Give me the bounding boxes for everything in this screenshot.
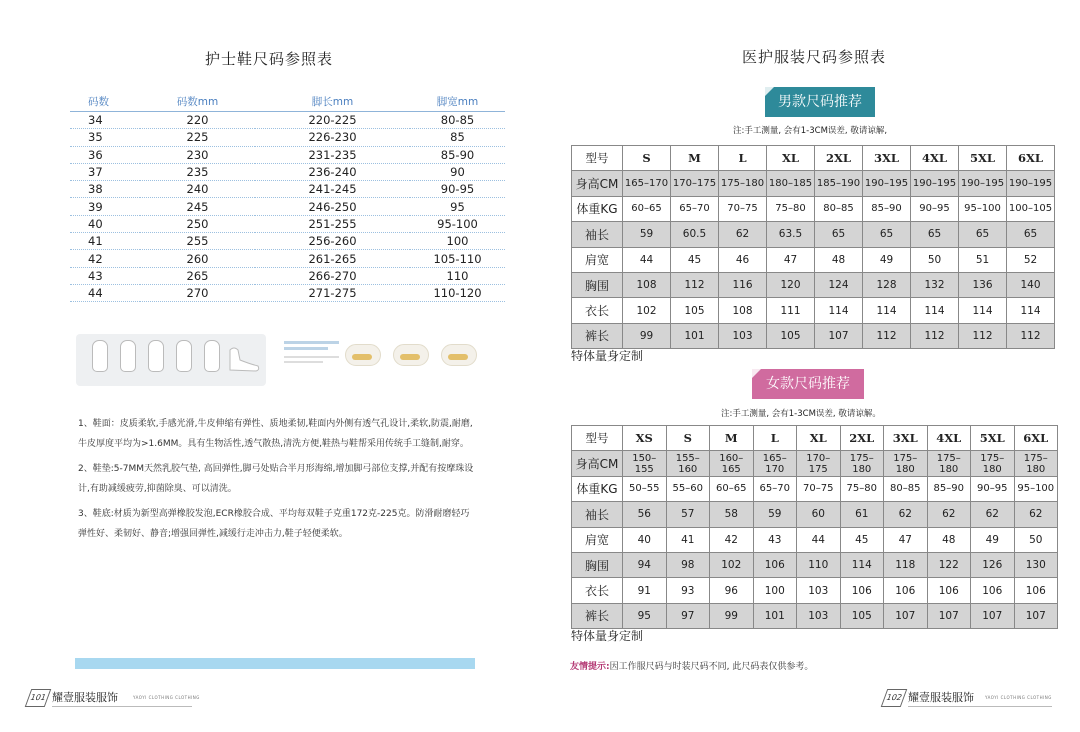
row-header: 身高CM	[572, 171, 623, 196]
foot-outline-icon	[120, 340, 136, 372]
table-cell: 175–180	[884, 451, 928, 476]
table-cell: 65–70	[753, 476, 797, 501]
table-row	[70, 198, 505, 215]
size-column-header: S	[666, 426, 710, 451]
table-cell: 271-275	[255, 284, 410, 301]
table-cell: 118	[884, 552, 928, 577]
table-cell: 107	[815, 323, 863, 348]
table-cell: 106	[927, 578, 971, 603]
table-cell: 85–90	[927, 476, 971, 501]
table-cell: 107	[1014, 603, 1058, 628]
table-cell: 95-100	[410, 215, 505, 232]
foot-side-view-icon	[226, 344, 262, 374]
row-header: 型号	[572, 426, 623, 451]
table-cell: 62	[927, 502, 971, 527]
table-cell: 175–180	[840, 451, 884, 476]
table-cell: 106	[840, 578, 884, 603]
table-cell: 107	[927, 603, 971, 628]
table-cell: 60.5	[671, 222, 719, 247]
table-cell: 40	[623, 527, 667, 552]
size-column-header: 4XL	[911, 146, 959, 171]
table-cell: 80–85	[815, 196, 863, 221]
table-cell: 255	[140, 233, 255, 250]
table-cell: 95–100	[1014, 476, 1058, 501]
foot-outline-icon	[204, 340, 220, 372]
table-cell: 103	[797, 578, 841, 603]
row-header: 肩宽	[572, 527, 623, 552]
table-cell: 112	[671, 272, 719, 297]
row-header: 身高CM	[572, 451, 623, 476]
size-column-header: L	[753, 426, 797, 451]
row-header: 裤长	[572, 323, 623, 348]
table-cell: 180–185	[767, 171, 815, 196]
table-cell: 110-120	[410, 284, 505, 301]
size-column-header: XS	[623, 426, 667, 451]
table-cell: 46	[719, 247, 767, 272]
brand-name: 耀壹服装服饰	[908, 691, 974, 704]
foot-measurement-illustration	[76, 334, 266, 386]
table-cell: 36	[70, 146, 140, 163]
table-cell: 175–180	[1014, 451, 1058, 476]
shoe-table-header	[70, 92, 505, 112]
table-cell: 170–175	[797, 451, 841, 476]
size-column-header: S	[623, 146, 671, 171]
table-row	[572, 222, 1055, 247]
size-column-header: 6XL	[1014, 426, 1058, 451]
footer-divider	[52, 706, 192, 707]
table-cell: 150–155	[623, 451, 667, 476]
row-header: 体重KG	[572, 476, 623, 501]
row-header: 袖长	[572, 502, 623, 527]
table-cell: 241-245	[255, 181, 410, 198]
table-cell: 93	[666, 578, 710, 603]
table-row	[70, 284, 505, 301]
table-row	[572, 502, 1058, 527]
table-cell: 49	[971, 527, 1015, 552]
column-header: 脚长mm	[255, 92, 410, 112]
table-cell: 41	[70, 233, 140, 250]
female-measurement-note: 注:手工测量, 会有1-3CM误差, 敬请谅解。	[721, 409, 881, 419]
table-cell: 65–70	[671, 196, 719, 221]
table-cell: 245	[140, 198, 255, 215]
table-cell: 100	[410, 233, 505, 250]
row-header: 衣长	[572, 578, 623, 603]
size-column-header: M	[671, 146, 719, 171]
table-cell: 100–105	[1007, 196, 1055, 221]
male-measurement-note: 注:手工测量, 会有1-3CM误差, 敬请谅解,	[733, 126, 888, 136]
table-cell: 108	[623, 272, 671, 297]
table-row	[572, 603, 1058, 628]
table-cell: 106	[971, 578, 1015, 603]
table-cell: 101	[753, 603, 797, 628]
table-cell: 39	[70, 198, 140, 215]
table-cell: 80–85	[884, 476, 928, 501]
shoe-table-body	[70, 112, 505, 302]
table-row	[572, 196, 1055, 221]
table-cell: 62	[884, 502, 928, 527]
column-header: 脚宽mm	[410, 92, 505, 112]
table-cell: 99	[623, 323, 671, 348]
table-cell: 85–90	[863, 196, 911, 221]
table-cell: 110	[797, 552, 841, 577]
table-cell: 65	[959, 222, 1007, 247]
table-cell: 60	[797, 502, 841, 527]
table-cell: 90–95	[971, 476, 1015, 501]
table-cell: 95–100	[959, 196, 1007, 221]
table-cell: 155–160	[666, 451, 710, 476]
table-cell: 100	[753, 578, 797, 603]
table-cell: 236-240	[255, 163, 410, 180]
table-row	[572, 578, 1058, 603]
table-cell: 98	[666, 552, 710, 577]
table-cell: 185–190	[815, 171, 863, 196]
row-header: 衣长	[572, 298, 623, 323]
column-header: 码数	[70, 92, 140, 112]
table-row	[70, 250, 505, 267]
table-cell: 50	[1014, 527, 1058, 552]
table-cell: 230	[140, 146, 255, 163]
table-cell: 96	[710, 578, 754, 603]
table-cell: 44	[797, 527, 841, 552]
table-cell: 112	[911, 323, 959, 348]
table-cell: 175–180	[719, 171, 767, 196]
table-cell: 105	[767, 323, 815, 348]
table-cell: 265	[140, 267, 255, 284]
foot-outline-icon	[92, 340, 108, 372]
table-cell: 97	[666, 603, 710, 628]
table-cell: 35	[70, 129, 140, 146]
table-cell: 140	[1007, 272, 1055, 297]
table-cell: 85-90	[410, 146, 505, 163]
table-cell: 231-235	[255, 146, 410, 163]
table-cell: 126	[971, 552, 1015, 577]
insole-step-illustration	[345, 338, 383, 370]
table-cell: 65	[863, 222, 911, 247]
table-cell: 107	[971, 603, 1015, 628]
table-cell: 94	[623, 552, 667, 577]
row-header: 胸围	[572, 552, 623, 577]
table-cell: 99	[710, 603, 754, 628]
table-cell: 190–195	[959, 171, 1007, 196]
table-cell: 165–170	[753, 451, 797, 476]
shoe-size-chart-title: 护士鞋尺码参照表	[205, 50, 334, 68]
row-header: 体重KG	[572, 196, 623, 221]
table-cell: 114	[863, 298, 911, 323]
table-cell: 44	[70, 284, 140, 301]
size-column-header: 3XL	[863, 146, 911, 171]
table-cell: 34	[70, 112, 140, 129]
brand-subtitle: YAOYI CLOTHING CLOTHING	[985, 695, 1052, 700]
size-column-header: 5XL	[971, 426, 1015, 451]
table-cell: 106	[884, 578, 928, 603]
illustration-caption	[284, 338, 339, 366]
row-header: 肩宽	[572, 247, 623, 272]
medical-apparel-chart-title: 医护服装尺码参照表	[742, 48, 887, 66]
foot-outline-icon	[176, 340, 192, 372]
table-cell: 122	[927, 552, 971, 577]
table-cell: 170–175	[671, 171, 719, 196]
table-cell: 52	[1007, 247, 1055, 272]
table-cell: 114	[911, 298, 959, 323]
table-cell: 246-250	[255, 198, 410, 215]
table-cell: 65	[815, 222, 863, 247]
table-cell: 38	[70, 181, 140, 198]
table-cell: 165–170	[623, 171, 671, 196]
table-cell: 190–195	[863, 171, 911, 196]
table-cell: 65	[1007, 222, 1055, 247]
table-cell: 111	[767, 298, 815, 323]
insole-step-illustration	[393, 338, 431, 370]
table-row	[572, 476, 1058, 501]
size-column-header: 5XL	[959, 146, 1007, 171]
table-cell: 61	[840, 502, 884, 527]
table-cell: 110	[410, 267, 505, 284]
table-cell: 175–180	[971, 451, 1015, 476]
table-cell: 102	[623, 298, 671, 323]
table-row	[572, 298, 1055, 323]
table-cell: 114	[840, 552, 884, 577]
table-cell: 45	[840, 527, 884, 552]
table-cell: 62	[719, 222, 767, 247]
size-column-header: 3XL	[884, 426, 928, 451]
table-cell: 41	[666, 527, 710, 552]
table-cell: 124	[815, 272, 863, 297]
table-cell: 220-225	[255, 112, 410, 129]
table-cell: 91	[623, 578, 667, 603]
table-cell: 43	[753, 527, 797, 552]
table-cell: 103	[797, 603, 841, 628]
insole-step-illustration	[441, 338, 479, 370]
tip-label: 友情提示:	[570, 662, 610, 672]
table-cell: 63.5	[767, 222, 815, 247]
table-cell: 47	[767, 247, 815, 272]
description-paragraph: 3、鞋底:材质为新型高弹橡胶发泡,ECR橡胶合成、平均每双鞋子克重172克-225克。防滑耐磨轻巧弹性好、柔韧好、静音;增强回弹性,减缓行走冲击力,鞋子轻便柔软。	[78, 509, 470, 539]
table-cell: 48	[815, 247, 863, 272]
size-column-header: L	[719, 146, 767, 171]
table-cell: 114	[959, 298, 1007, 323]
table-cell: 42	[710, 527, 754, 552]
table-cell: 48	[927, 527, 971, 552]
table-cell: 43	[70, 267, 140, 284]
table-row	[70, 233, 505, 250]
table-cell: 58	[710, 502, 754, 527]
table-cell: 59	[753, 502, 797, 527]
table-cell: 59	[623, 222, 671, 247]
table-cell: 42	[70, 250, 140, 267]
table-cell: 235	[140, 163, 255, 180]
table-cell: 50	[911, 247, 959, 272]
friendly-tip	[570, 659, 813, 672]
table-row	[572, 451, 1058, 476]
table-cell: 190–195	[911, 171, 959, 196]
table-cell: 190–195	[1007, 171, 1055, 196]
table-cell: 65	[911, 222, 959, 247]
table-cell: 120	[767, 272, 815, 297]
table-cell: 132	[911, 272, 959, 297]
table-cell: 136	[959, 272, 1007, 297]
table-row	[70, 146, 505, 163]
brand-name: 耀壹服装服饰	[52, 691, 118, 704]
row-header: 型号	[572, 146, 623, 171]
row-header: 胸围	[572, 272, 623, 297]
table-cell: 40	[70, 215, 140, 232]
table-cell: 225	[140, 129, 255, 146]
table-cell: 57	[666, 502, 710, 527]
table-cell: 260	[140, 250, 255, 267]
male-size-badge: 男款尺码推荐	[765, 87, 875, 117]
table-cell: 60–65	[623, 196, 671, 221]
table-cell: 95	[410, 198, 505, 215]
table-cell: 70–75	[797, 476, 841, 501]
table-cell: 50–55	[623, 476, 667, 501]
size-column-header: M	[710, 426, 754, 451]
table-row	[572, 552, 1058, 577]
page-number: 101	[25, 689, 52, 707]
tip-text: 因工作服尺码与时装尺码不同, 此尺码表仅供参考。	[609, 662, 814, 672]
size-column-header: XL	[767, 146, 815, 171]
female-custom-fit-note: 特体量身定制	[571, 629, 644, 643]
table-row	[572, 171, 1055, 196]
table-row	[572, 527, 1058, 552]
table-cell: 108	[719, 298, 767, 323]
table-cell: 251-255	[255, 215, 410, 232]
male-size-table	[571, 145, 1055, 349]
column-header: 码数mm	[140, 92, 255, 112]
table-cell: 49	[863, 247, 911, 272]
table-cell: 101	[671, 323, 719, 348]
table-cell: 75–80	[767, 196, 815, 221]
table-cell: 105	[671, 298, 719, 323]
table-cell: 90–95	[911, 196, 959, 221]
table-cell: 95	[623, 603, 667, 628]
table-cell: 45	[671, 247, 719, 272]
table-cell: 175–180	[927, 451, 971, 476]
table-cell: 105	[840, 603, 884, 628]
table-cell: 261-265	[255, 250, 410, 267]
table-row	[70, 181, 505, 198]
brand-subtitle: YAOYI CLOTHING CLOTHING	[133, 695, 200, 700]
table-cell: 90-95	[410, 181, 505, 198]
table-cell: 70–75	[719, 196, 767, 221]
table-row	[572, 323, 1055, 348]
row-header: 裤长	[572, 603, 623, 628]
table-cell: 51	[959, 247, 1007, 272]
table-cell: 266-270	[255, 267, 410, 284]
table-cell: 103	[719, 323, 767, 348]
foot-outline-icon	[148, 340, 164, 372]
decorative-bar	[75, 658, 475, 669]
size-column-header: 6XL	[1007, 146, 1055, 171]
table-cell: 37	[70, 163, 140, 180]
shoe-size-table	[70, 92, 505, 302]
table-cell: 116	[719, 272, 767, 297]
table-cell: 90	[410, 163, 505, 180]
table-cell: 114	[1007, 298, 1055, 323]
table-cell: 102	[710, 552, 754, 577]
table-cell: 256-260	[255, 233, 410, 250]
table-header-row	[572, 426, 1058, 451]
page-number: 102	[881, 689, 908, 707]
table-cell: 250	[140, 215, 255, 232]
table-cell: 62	[971, 502, 1015, 527]
table-row	[70, 215, 505, 232]
table-cell: 55–60	[666, 476, 710, 501]
description-paragraph: 2、鞋垫:5-7MM天然乳胶气垫, 高回弹性,脚弓处贴合半月形海绵,增加脚弓部位支撑,并配有按摩珠设计,有助减缓疲劳,抑菌除臭、可以清洗。	[78, 464, 474, 494]
table-cell: 105-110	[410, 250, 505, 267]
table-cell: 270	[140, 284, 255, 301]
female-size-table	[571, 425, 1058, 629]
table-cell: 240	[140, 181, 255, 198]
table-cell: 107	[884, 603, 928, 628]
female-size-badge: 女款尺码推荐	[752, 369, 864, 399]
table-cell: 80-85	[410, 112, 505, 129]
table-cell: 44	[623, 247, 671, 272]
table-cell: 60–65	[710, 476, 754, 501]
table-cell: 112	[863, 323, 911, 348]
table-row	[70, 129, 505, 146]
table-cell: 106	[1014, 578, 1058, 603]
table-cell: 47	[884, 527, 928, 552]
table-cell: 128	[863, 272, 911, 297]
table-row	[70, 163, 505, 180]
table-cell: 114	[815, 298, 863, 323]
table-cell: 130	[1014, 552, 1058, 577]
table-row	[70, 112, 505, 129]
shoe-description	[78, 414, 478, 549]
description-paragraph: 1、鞋面：皮质柔软,手感光滑,牛皮伸缩有弹性、质地柔韧,鞋面内外侧有透气孔设计,柔软,防震,耐磨,牛皮厚度平均为>1.6MM。具有生物活性,透气散热,清洗方便,鞋热与鞋帮采用传统手工缝制,耐穿。	[78, 419, 473, 449]
table-row	[70, 267, 505, 284]
table-cell: 56	[623, 502, 667, 527]
table-cell: 112	[1007, 323, 1055, 348]
size-column-header: 2XL	[815, 146, 863, 171]
table-header-row	[572, 146, 1055, 171]
size-column-header: XL	[797, 426, 841, 451]
table-cell: 106	[753, 552, 797, 577]
table-cell: 85	[410, 129, 505, 146]
table-cell: 226-230	[255, 129, 410, 146]
size-column-header: 4XL	[927, 426, 971, 451]
size-column-header: 2XL	[840, 426, 884, 451]
table-cell: 75–80	[840, 476, 884, 501]
table-cell: 220	[140, 112, 255, 129]
table-cell: 62	[1014, 502, 1058, 527]
table-cell: 160–165	[710, 451, 754, 476]
male-custom-fit-note: 特体量身定制	[571, 349, 644, 363]
footer-divider	[908, 706, 1052, 707]
row-header: 袖长	[572, 222, 623, 247]
table-cell: 112	[959, 323, 1007, 348]
table-row	[572, 272, 1055, 297]
table-row	[572, 247, 1055, 272]
